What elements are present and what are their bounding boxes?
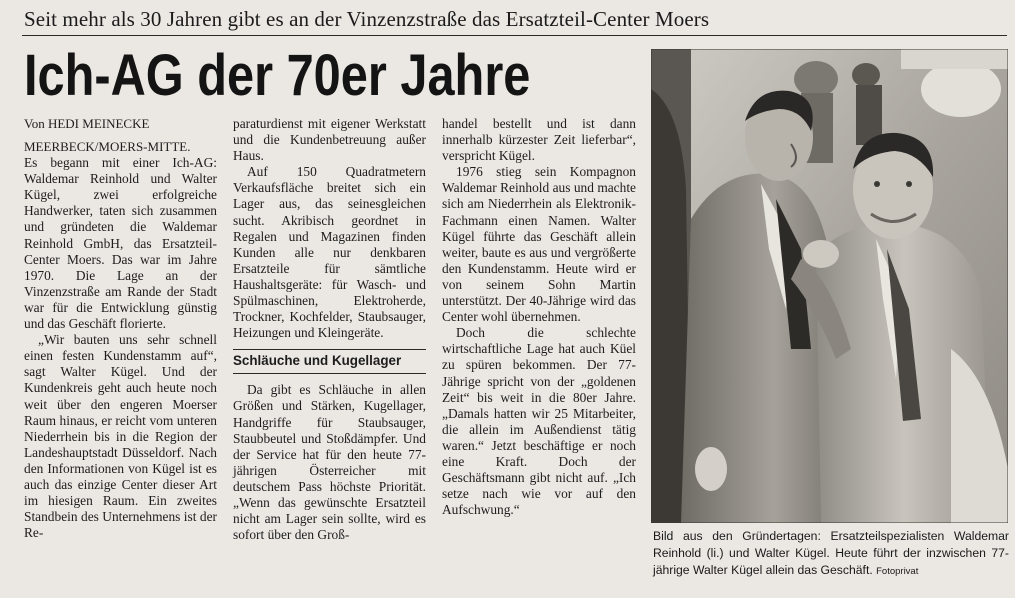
article-column-1 [24, 116, 217, 541]
photo-two-men-icon [651, 49, 1008, 523]
article-column-3 [442, 116, 636, 518]
paragraph: Auf 150 Quadratmetern Verkaufsfläche breitet sich ein Lager aus, das seinesgleichen sucht. Akribisch geordnet in Regalen und Magazinen finden Kunden alle nur denkbaren Ersatzteile für sämtliche Haushaltsgeräte: für Wasch- und Spülmaschinen, Elektroherde, Trockner, Kochfelder, Staubsauger, Heizungen und Kleingeräte. [233, 164, 426, 341]
paragraph: „Wir bauten uns sehr schnell einen festen Kundenstamm auf“, sagt Walter Kügel. Und der Kundenkreis geht auch heute noch weit über den engeren Moerser Raum hinaus, er reicht vom unteren Niederrhein bis in die Region der Landeshauptstadt Düsseldorf. Nach den Informationen von Kügel ist es auch das einzige Center dieser Art im hiesigen Raum. Ein zweites Standbein des Unternehmens ist der Re- [24, 332, 217, 541]
byline: Von HEDI MEINECKE [24, 116, 150, 131]
paragraph: 1976 stieg sein Kompagnon Waldemar Reinhold aus und machte sich am Niederrhein als Elektronik-Fachmann einen Namen. Walter Kügel führte das Geschäft allein weiter, baute es aus und vergrößerte den Kundenstamm. Heute wird er von seinem Sohn Martin unterstützt. Der 40-Jährige wird das Center wohl übernehmen. [442, 164, 636, 325]
paragraph [24, 139, 217, 332]
headline: Ich-AG der 70er Jahre [24, 43, 531, 108]
paragraph: Da gibt es Schläuche in allen Größen und Stärken, Kugellager, Handgriffe für Staubsauger, Staubbeutel und Stoßdämpfer. Und der Service hat für den heute 77-jährigen Österreicher mit deutschem Pass höchste Priorität. „Wenn das gewünschte Ersatzteil nicht am Lager sein sollte, wird es sofort über den Groß- [233, 382, 426, 543]
photo-caption [653, 528, 1009, 580]
paragraph: handel bestellt und ist dann innerhalb kürzester Zeit lieferbar“, verspricht Kügel. [442, 116, 636, 164]
photo-illustration [651, 49, 1008, 523]
kicker-rule [22, 35, 1007, 36]
paragraph: paraturdienst mit eigener Werkstatt und die Kundenbetreuung außer Haus. [233, 116, 426, 164]
subheadline: Schläuche und Kugellager [233, 349, 426, 374]
paragraph: Doch die schlechte wirtschaftliche Lage hat auch Küel zu spüren bekommen. Der 77-Jährige spricht von der „goldenen Zeit“ bis weit in die 80er Jahre. „Damals hatten wir 25 Mitarbeiter, die allein im Außendienst tätig waren.“ Jetzt beschäftige er noch eine Kraft. Doch der Geschäftsmann gibt nicht auf. „Ich setze nach wie vor auf den Aufschwung.“ [442, 325, 636, 518]
article-column-2 [233, 116, 426, 543]
photo-credit: Fotoprivat [876, 566, 919, 577]
paragraph-text: Es begann mit einer Ich-AG: Waldemar Reinhold und Walter Kügel, zwei erfolgreiche Handwerker, taten sich zusammen und gründeten die Waldemar Reinhold GmbH, das Ersatzteil-Center Moers. Das war im Jahre 1970. Die Lage an der Vinzenzstraße am Rande der Stadt war für die Entwicklung günstig und das Geschäft florierte. [24, 155, 217, 332]
caption-text: Bild aus den Gründertagen: Ersatzteilspezialisten Waldemar Reinhold (li.) und Walter Kügel. Heute führt der inzwischen 77-jährige Walter Kügel allein das Geschäft. [653, 529, 1009, 577]
dateline: MEERBECK/MOERS-MITTE. [24, 139, 191, 154]
kicker-line: Seit mehr als 30 Jahren gibt es an der Vinzenzstraße das Ersatzteil-Center Moers [24, 7, 710, 31]
